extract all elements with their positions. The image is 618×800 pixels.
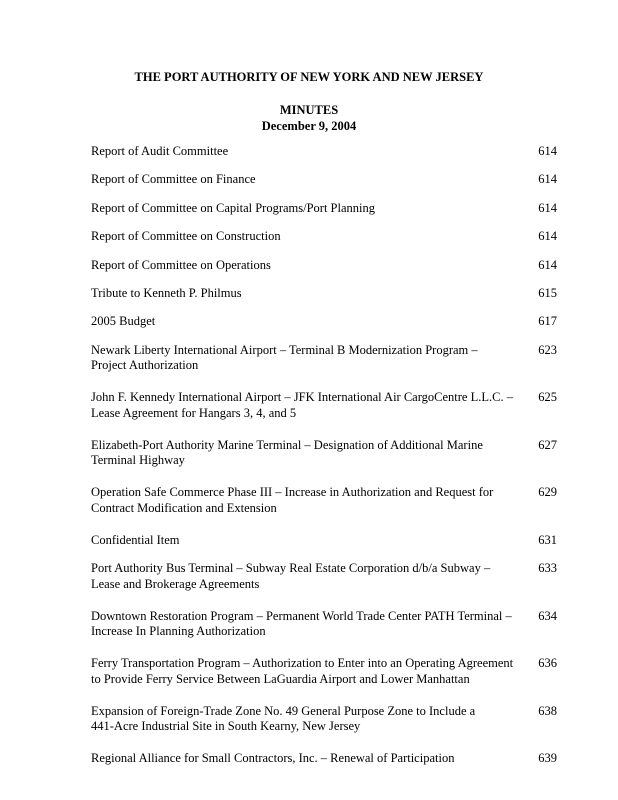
toc-entry — [91, 229, 557, 245]
toc-entry-title — [91, 172, 501, 188]
toc-entry-title-line: Report of Committee on Construction — [91, 229, 281, 244]
toc-page-number: 629 — [538, 485, 557, 500]
toc-entry-title-line: Regional Alliance for Small Contractors, Inc. – Renewal of Participation — [91, 751, 455, 765]
toc-page-number: 614 — [538, 229, 557, 244]
toc-entry-title-line: Ferry Transportation Program – Authorization to Enter into an Operating Agreement — [91, 656, 514, 671]
toc-entry-title — [91, 258, 501, 274]
toc-entry-title-line: Elizabeth-Port Authority Marine Terminal – Designation of Additional Marine — [91, 437, 483, 452]
toc-entry-title — [91, 751, 501, 767]
toc-entry-title-line: Tribute to Kenneth P. Philmus — [91, 285, 242, 300]
toc-entry-title-line: Report of Audit Committee — [91, 144, 229, 158]
toc-entry — [91, 485, 557, 516]
toc-entry-title — [91, 704, 501, 735]
toc-entry-title — [91, 438, 501, 469]
toc-entry-title-line: Lease and Brokerage Agreements — [91, 576, 260, 591]
toc-entry-title — [91, 314, 501, 330]
minutes-title: MINUTES — [279, 103, 339, 117]
toc-entry-title-line: 2005 Budget — [91, 314, 156, 329]
toc-entry-title — [91, 561, 501, 592]
toc-page-number: 617 — [538, 314, 557, 329]
minutes-date: December 9, 2004 — [261, 119, 357, 133]
toc-entry-title-line: Confidential Item — [91, 532, 180, 547]
toc-page-number: 639 — [538, 751, 557, 765]
toc-entry-title — [91, 229, 501, 245]
toc-entry — [91, 656, 557, 687]
toc-page-number: 623 — [538, 342, 557, 357]
toc-entry-title-line: to Provide Ferry Service Between LaGuardia Airport and Lower Manhattan — [91, 671, 470, 686]
toc-page-number: 631 — [538, 532, 557, 547]
toc-entry — [91, 561, 557, 592]
toc-entry-title-line: Downtown Restoration Program – Permanent World Trade Center PATH Terminal – — [91, 608, 512, 623]
toc-page-number: 614 — [538, 144, 557, 158]
toc-entry-title-line: Terminal Highway — [91, 453, 185, 468]
toc-entry-title — [91, 201, 501, 217]
toc-entry — [91, 343, 557, 374]
toc-entry-title-line: Newark Liberty International Airport – Terminal B Modernization Program – — [91, 342, 478, 357]
toc-page-number: 638 — [538, 703, 557, 718]
toc-entry-title-line: Operation Safe Commerce Phase III – Increase in Authorization and Request for — [91, 485, 494, 500]
toc-entry-title — [91, 144, 501, 160]
toc-entry-title-line: 441-Acre Industrial Site in South Kearny, New Jersey — [91, 719, 361, 734]
toc-entry — [91, 751, 557, 767]
toc-entry — [91, 390, 557, 421]
toc-entry — [91, 286, 557, 302]
toc-entry — [91, 704, 557, 735]
toc-entry — [91, 144, 557, 160]
toc-page-number: 627 — [538, 437, 557, 452]
toc-page-number: 636 — [538, 656, 557, 671]
organization-heading: THE PORT AUTHORITY OF NEW YORK AND NEW JERSEY — [134, 70, 484, 84]
toc-entry-title — [91, 390, 513, 421]
toc-entry-title-line: Contract Modification and Extension — [91, 500, 277, 515]
toc-entry — [91, 172, 557, 188]
toc-entry-title-line: Lease Agreement for Hangars 3, 4, and 5 — [91, 405, 297, 420]
toc-entry — [91, 258, 557, 274]
toc-entry — [91, 438, 557, 469]
toc-entry-title — [91, 286, 501, 302]
toc-entry-title-line: Port Authority Bus Terminal – Subway Real Estate Corporation d/b/a Subway – — [91, 561, 491, 576]
toc-entry-title-line: Report of Committee on Capital Programs/Port Planning — [91, 200, 376, 215]
toc-entry-title — [91, 485, 501, 516]
toc-page-number: 614 — [538, 200, 557, 215]
toc-entry — [91, 201, 557, 217]
toc-page-number: 634 — [538, 608, 557, 623]
toc-entry-title — [91, 343, 501, 374]
toc-entry-title — [91, 656, 514, 687]
toc-page-number: 633 — [538, 561, 557, 576]
table-of-contents — [91, 144, 557, 767]
toc-entry — [91, 314, 557, 330]
toc-entry — [91, 533, 557, 549]
toc-entry-title-line: Project Authorization — [91, 358, 199, 373]
toc-entry-title-line: Increase In Planning Authorization — [91, 624, 266, 639]
toc-entry-title — [91, 608, 512, 640]
toc-entry-title-line: Expansion of Foreign-Trade Zone No. 49 General Purpose Zone to Include a — [91, 703, 476, 718]
toc-entry-title-line: Report of Committee on Operations — [91, 257, 271, 272]
toc-entry — [91, 609, 557, 640]
toc-page-number: 614 — [538, 172, 557, 187]
toc-page-number: 615 — [538, 285, 557, 300]
toc-page-number: 614 — [538, 257, 557, 272]
toc-page-number: 625 — [538, 390, 557, 405]
toc-entry-title-line: Report of Committee on Finance — [91, 172, 256, 187]
toc-entry-title — [91, 533, 501, 549]
toc-entry-title-line: John F. Kennedy International Airport – JFK International Air CargoCentre L.L.C. – — [91, 390, 513, 405]
